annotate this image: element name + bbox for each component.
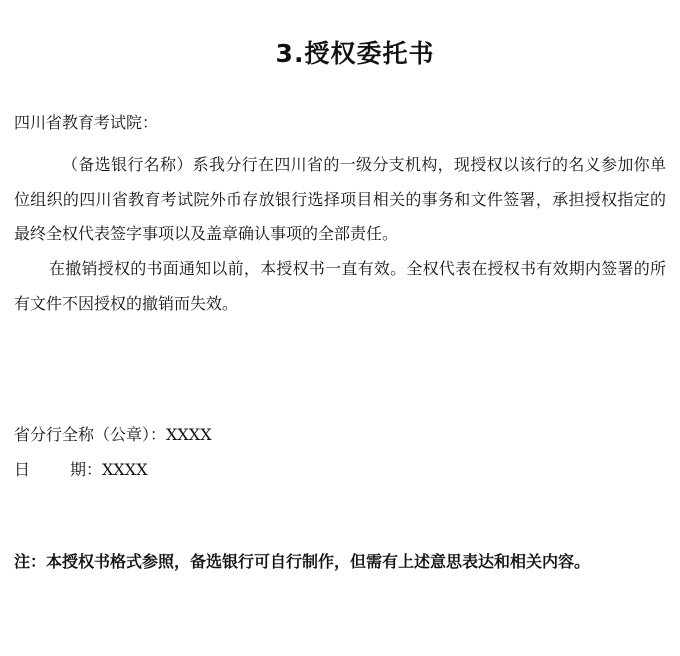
signature-bank-name [14,425,212,445]
format-note: 注：本授权书格式参照，备选银行可自行制作，但需有上述意思表达和相关内容。 [14,552,591,571]
signature-bank-name-label: 省分行全称（公章）： [14,425,167,444]
date-label-period: 期： [70,460,103,479]
paragraph-authorization: （备选银行名称）系我分行在四川省的一级分支机构，现授权以该行的名义参加你单位组织的四川省教育考试院外币存放银行选择项目相关的事务和文件签署，承担授权指定的最终全权代表签字事项以及盖章确认事项的全部责任。 [14,155,666,243]
salutation: 四川省教育考试院： [14,113,159,132]
signature-bank-name-value: XXXX [166,425,212,444]
date-value: XXXX [102,460,148,479]
document-title: 3.授权委托书 [275,39,435,68]
date-label-day: 日 [14,460,31,479]
signature-date [14,460,148,480]
paragraph-validity: 在撤销授权的书面通知以前，本授权书一直有效。全权代表在授权书有效期内签署的所有文件不因授权的撤销而失效。 [14,259,666,313]
